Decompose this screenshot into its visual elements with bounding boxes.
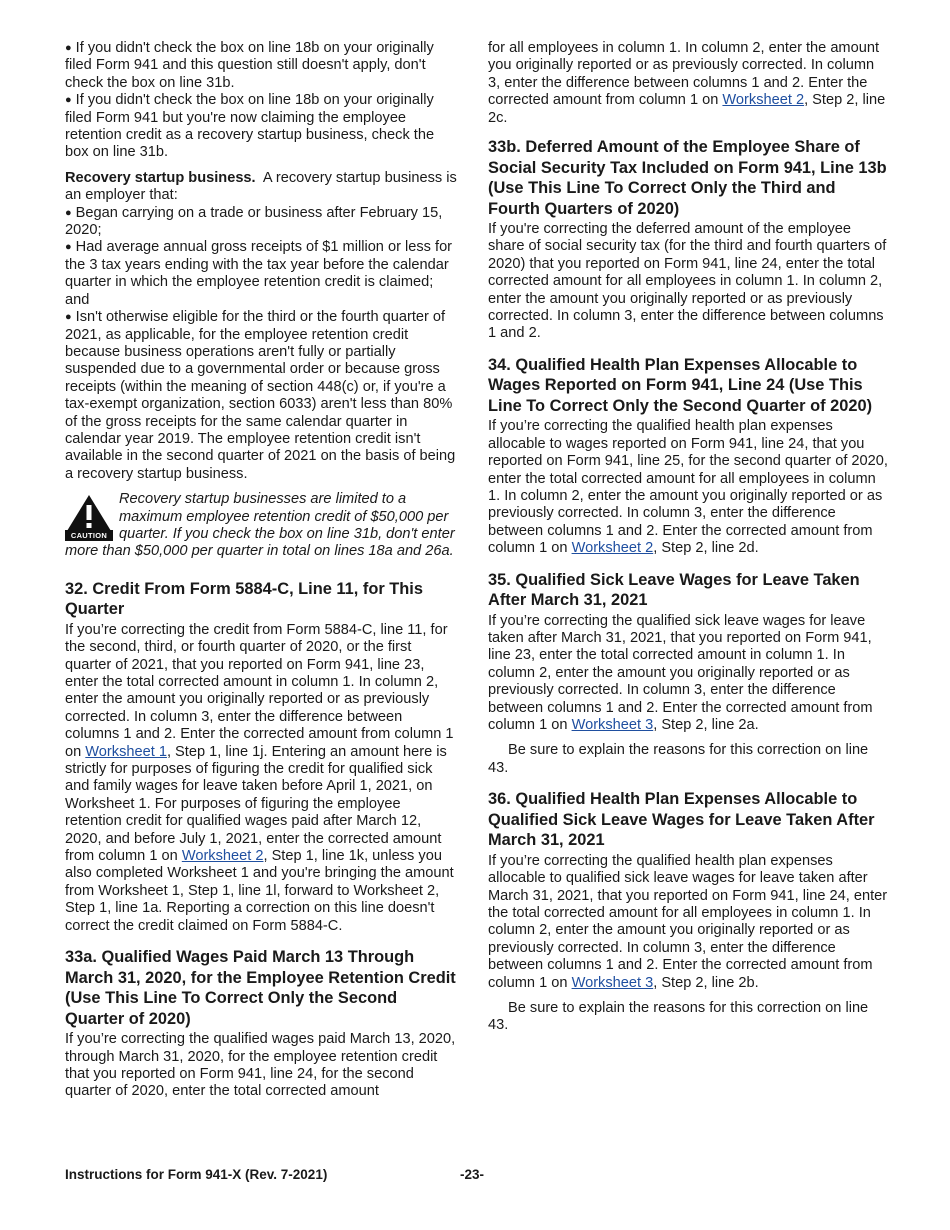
recovery-heading: Recovery startup business. xyxy=(65,169,256,186)
section-body-32 xyxy=(65,622,460,935)
section-body-34 xyxy=(488,418,888,557)
recovery-paragraph xyxy=(65,170,460,205)
section-body-33a-continued xyxy=(488,40,888,127)
worksheet-2-link[interactable]: Worksheet 2 xyxy=(181,848,264,865)
caution-note xyxy=(65,491,460,561)
bullet-text: Began carrying on a trade or business after February 15, 2020; xyxy=(65,204,443,239)
bullet-text: If you didn't check the box on line 18b on your originally filed Form 941 but you're now claiming the employee retention credit as a recovery startup business, check the box on line 31b. xyxy=(65,92,435,161)
body-text: If you’re correcting the qualified health plan expenses allocable to wages reported on Form 941, line 24, that you reported on Form 941, line 25, for the second quarter of 2020, enter the total corrected amount for all employees in column 1. In column 2, enter the amount you originally reported or as previously corrected. In column 3, enter the difference between columns 1 and 2. Enter the corrected amount from column 1 on xyxy=(488,418,888,557)
section-heading-36: 36. Qualified Health Plan Expenses Allocable to Qualified Sick Leave Wages for Leave Taken After March 31, 2021 xyxy=(488,790,875,850)
section-heading-32: 32. Credit From Form 5884-C, Line 11, for This Quarter xyxy=(65,579,423,619)
bullet-icon: ● xyxy=(65,94,72,107)
bullet-icon: ● xyxy=(65,241,72,254)
worksheet-2-link[interactable]: Worksheet 2 xyxy=(722,92,805,109)
section-body-33a: If you’re correcting the qualified wages paid March 13, 2020, through March 31, 2020, for the employee retention credit that you reported on Form 941, line 24, for the second quarter of 2020, enter the total corrected amount xyxy=(65,1031,456,1100)
bullet-item xyxy=(65,239,460,309)
worksheet-3-link[interactable]: Worksheet 3 xyxy=(571,974,654,991)
body-text: , Step 2, line 2d. xyxy=(653,540,759,557)
page-number: -23- xyxy=(460,1167,485,1182)
bullet-text: Isn't otherwise eligible for the third or the fourth quarter of 2021, as applicable, for the employee retention credit because business operations aren't fully or partially suspended due to a governmental order or because gross receipts (within the meaning of section 448(c) or, if you're a tax-exempt organization, section 6033) aren't less than 80% of the gross receipts for the same calendar quarter in calendar year 2019. The employee retention credit isn't available in the second quarter of 2021 on the basis of being a recovery startup business. xyxy=(65,309,456,482)
section-body-33b: If you're correcting the deferred amount of the employee share of social security tax (for the third and fourth quarters of 2020) that you reported on Form 941, line 24, enter the total corrected amount for all employees in column 1. In column 2, enter the amount you originally reported or as previously corrected. In column 3, enter the difference between columns 1 and 2. xyxy=(488,221,887,342)
footer-title: Instructions for Form 941-X (Rev. 7-2021) xyxy=(65,1167,328,1182)
section-body-36 xyxy=(488,853,888,992)
left-column xyxy=(65,40,460,1101)
recovery-intro: A recovery startup business is an employer that: xyxy=(65,169,457,204)
body-text: If you’re correcting the qualified sick leave wages for leave taken after March 31, 2021, that you reported on Form 941, line 23, enter the total corrected amount in column 1. In column 2, enter the amount you originally reported or as previously corrected. In column 3, enter the difference between columns 1 and 2. Enter the corrected amount from column 1 on xyxy=(488,612,873,734)
body-text: , Step 2, line 2b. xyxy=(653,974,759,991)
body-text: for all employees in column 1. In column 2, enter the amount you originally reported or as previously corrected. In column 3, enter the difference between columns 1 and 2. Enter the corrected amount from column 1 on xyxy=(488,40,879,109)
caution-label: CAUTION xyxy=(65,530,113,541)
bullet-icon: ● xyxy=(65,311,72,324)
caution-icon xyxy=(65,493,113,541)
worksheet-2-link[interactable]: Worksheet 2 xyxy=(571,540,654,557)
bullet-item xyxy=(65,40,460,92)
caution-text: Recovery startup businesses are limited to a maximum employee retention credit of $50,000 per quarter. If you check the box on line 31b, don't enter more than $50,000 per quarter in total on lines 18a and 26a. xyxy=(65,491,455,560)
worksheet-1-link[interactable]: Worksheet 1 xyxy=(85,743,167,760)
section-heading-33a: 33a. Qualified Wages Paid March 13 Through March 31, 2020, for the Employee Retention Credit (Use This Line To Correct Only the Second Quarter of 2020) xyxy=(65,948,456,1028)
bullet-icon: ● xyxy=(65,206,72,219)
bullet-text: If you didn't check the box on line 18b on your originally filed Form 941 and this question still doesn't apply, don't check the box on line 31b. xyxy=(65,40,434,91)
section-heading-34: 34. Qualified Health Plan Expenses Allocable to Wages Reported on Form 941, Line 24 (Use This Line To Correct Only the Second Quarter of 2020) xyxy=(488,355,873,415)
section-body-35 xyxy=(488,613,888,735)
bullet-item xyxy=(65,92,460,162)
right-column xyxy=(488,40,888,1035)
worksheet-3-link[interactable]: Worksheet 3 xyxy=(571,717,654,734)
body-text: , Step 2, line 2c. xyxy=(488,92,886,126)
section-note-36: Be sure to explain the reasons for this correction on line 43. xyxy=(488,1000,869,1034)
page-footer xyxy=(65,1167,895,1182)
section-note-35: Be sure to explain the reasons for this correction on line 43. xyxy=(488,742,869,776)
section-heading-33b: 33b. Deferred Amount of the Employee Share of Social Security Tax Included on Form 941, Line 13b (Use This Line To Correct Only the Third and Fourth Quarters of 2020) xyxy=(488,138,887,218)
section-heading-35: 35. Qualified Sick Leave Wages for Leave Taken After March 31, 2021 xyxy=(488,570,860,610)
bullet-item xyxy=(65,205,460,240)
body-text: , Step 1, line 1k, unless you also completed Worksheet 1 and you're bringing the amount from Worksheet 1, Step 1, line 1l, forward to Worksheet 2, Step 1, line 1a. Reporting a correction on this line doesn't correct the credit claimed on Form 5884-C. xyxy=(65,848,454,934)
bullet-item xyxy=(65,309,460,483)
bullet-icon: ● xyxy=(65,42,72,54)
bullet-text: Had average annual gross receipts of $1 million or less for the 3 tax years ending with the tax year before the calendar quarter in which the employee retention credit is claimed; and xyxy=(65,239,453,308)
body-text: , Step 2, line 2a. xyxy=(653,717,759,734)
body-text: If you’re correcting the credit from Form 5884-C, line 11, for the second, third, or fourth quarter of 2020, or the first quarter of 2021, that you reported on Form 941, line 23, enter the total corrected amount in column 1. In column 2, enter the amount you originally reported or as previously corrected. In column 3, enter the difference between columns 1 and 2. Enter the corrected amount from column 1 on xyxy=(65,621,454,760)
body-text: , Step 1, line 1j. Entering an amount here is strictly for purposes of figuring the credit for qualified sick and family wages for leave taken before April 1, 2021, on Worksheet 1. For purposes of figuring the employee retention credit for qualified wages paid after March 12, 2020, and before July 1, 2021, enter the corrected amount from column 1 on xyxy=(65,743,447,865)
body-text: If you’re correcting the qualified health plan expenses allocable to qualified sick leave wages for leave taken after March 31, 2021, that you reported on Form 941, line 24, enter the total corrected amount for all employees in column 1. In column 2, enter the amount you originally reported or as previously corrected. In column 3, enter the difference between columns 1 and 2. Enter the corrected amount from column 1 on xyxy=(488,852,888,991)
